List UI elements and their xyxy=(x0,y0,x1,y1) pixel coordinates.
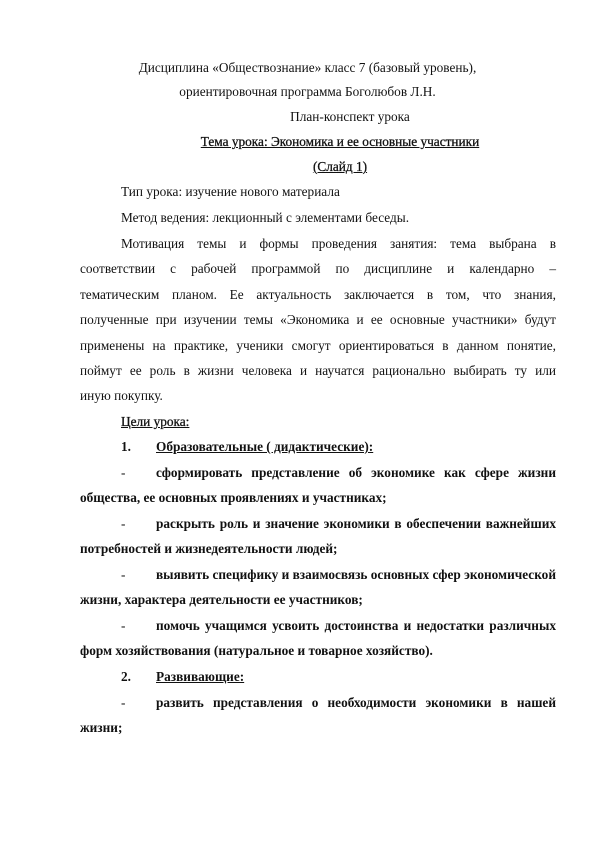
list-item-dash: - xyxy=(121,516,126,531)
list-item-first-line: выявить специфику и взаимосвязь основных сфер экономической xyxy=(156,567,556,582)
motivation-line-2: соответствии с рабочей программой по дисциплине и календарно – xyxy=(80,261,556,276)
list-item-continuation: общества, ее основных проявлениях и участниках; xyxy=(80,490,387,505)
list-item-continuation: жизни, характера деятельности ее участников; xyxy=(80,592,363,607)
topic-title: Тема урока: Экономика и ее основные участники xyxy=(200,134,480,149)
topic-slide: (Слайд 1) xyxy=(312,159,368,174)
section-title-1: Образовательные ( дидактические): xyxy=(156,439,374,454)
motivation-line-3: тематическим планом. Ее актуальность заключается в том, что знания, xyxy=(80,287,556,302)
motivation-line-4: полученные при изучении темы «Экономика и ее основные участники» будут xyxy=(80,312,556,327)
motivation-line-1: Мотивация темы и формы проведения занятия: тема выбрана в xyxy=(121,236,556,251)
list-item-first-line: раскрыть роль и значение экономики в обеспечении важнейших xyxy=(156,516,556,531)
motivation-line-5: применены на практике, ученики смогут ориентироваться в данном понятие, xyxy=(80,338,556,353)
section-number-1: 1. xyxy=(121,439,131,454)
list-item-first-line: помочь учащимся усвоить достоинства и недостатки различных xyxy=(156,618,556,633)
list-item-dash: - xyxy=(121,618,126,633)
goals-label: Цели урока: xyxy=(121,414,190,429)
lesson-type: Тип урока: изучение нового материала xyxy=(121,184,340,199)
list-item-first-line: развить представления о необходимости экономики в нашей xyxy=(156,695,556,710)
section-number-2: 2. xyxy=(121,669,131,684)
motivation-line-6: поймут ее роль в жизни человека и научатся рационально выбирать ту или xyxy=(80,363,556,378)
motivation-line-7: иную покупку. xyxy=(80,388,163,403)
list-item-continuation: форм хозяйствования (натуральное и товарное хозяйство). xyxy=(80,643,433,658)
list-item-continuation: потребностей и жизнедеятельности людей; xyxy=(80,541,338,556)
section-title-2: Развивающие: xyxy=(156,669,245,684)
list-item-first-line: сформировать представление об экономике как сфере жизни xyxy=(156,465,556,480)
header-line-1: Дисциплина «Обществознание» класс 7 (базовый уровень), xyxy=(138,60,477,75)
lesson-method: Метод ведения: лекционный с элементами беседы. xyxy=(121,210,410,225)
header-line-2: ориентировочная программа Боголюбов Л.Н. xyxy=(179,84,436,99)
list-item-continuation: жизни; xyxy=(80,720,123,735)
list-item-dash: - xyxy=(121,567,126,582)
list-item-dash: - xyxy=(121,465,126,480)
header-line-3: План-конспект урока xyxy=(290,109,410,124)
list-item-dash: - xyxy=(121,695,126,710)
